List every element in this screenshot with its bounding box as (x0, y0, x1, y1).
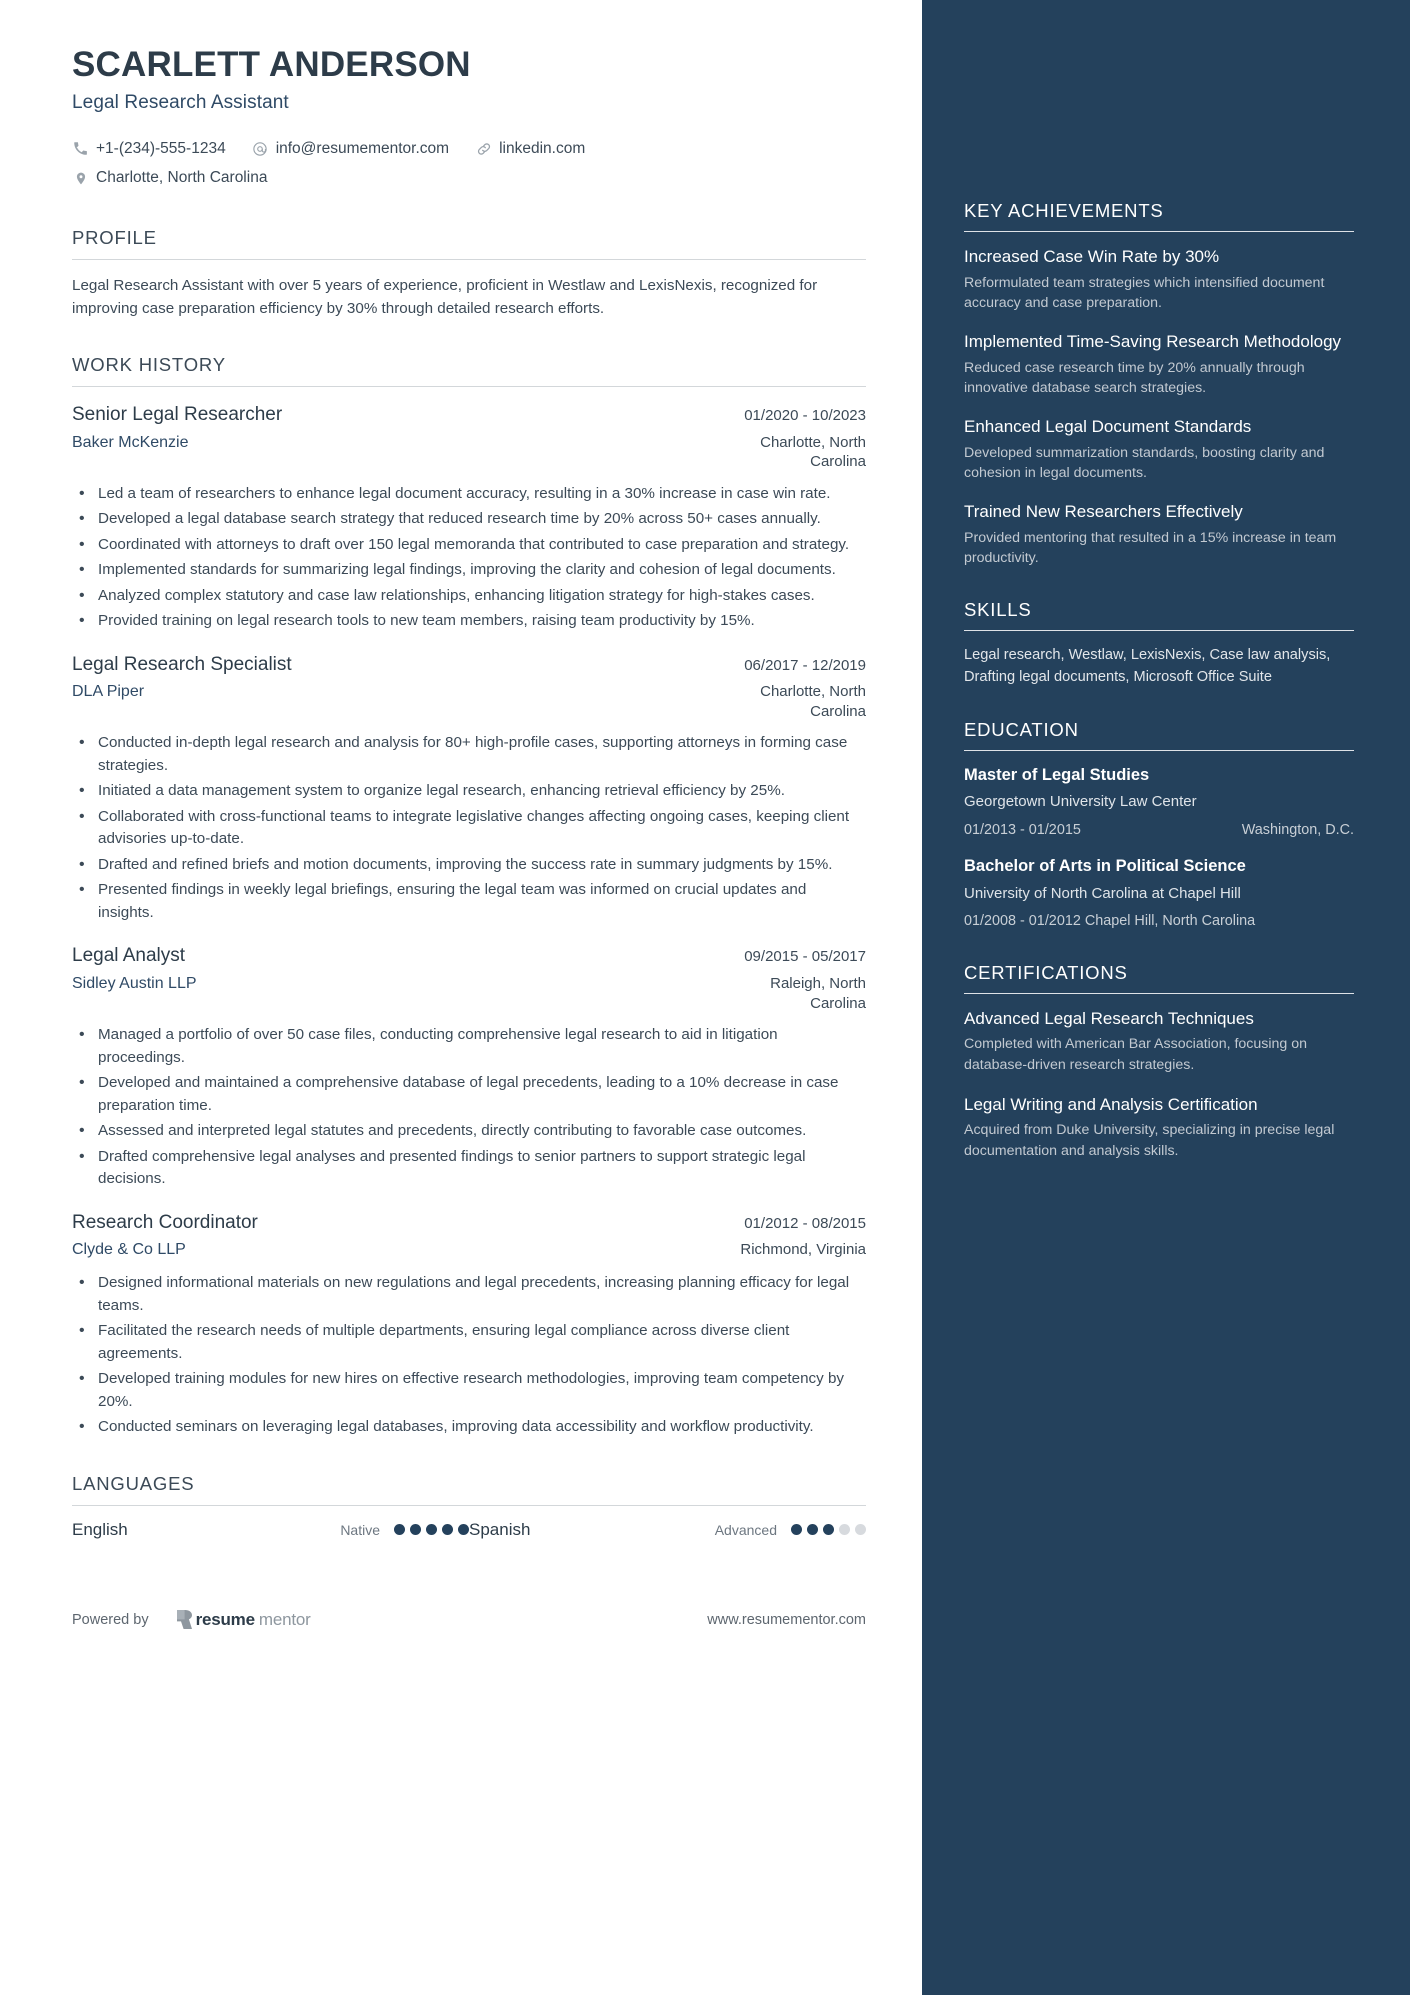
job-entry (72, 928, 866, 1190)
job-role: Legal Research Specialist (72, 653, 292, 675)
language-item (72, 1520, 469, 1540)
job-headline: Legal Research Assistant (72, 92, 289, 113)
rating-dot (426, 1524, 437, 1535)
job-bullet: • Managed a portfolio of over 50 case files, conducting comprehensive legal research to aid in litigation proceedings. (72, 1024, 866, 1069)
divider (964, 993, 1354, 994)
job-bullet: • Designed informational materials on new regulations and legal precedents, increasing planning efficacy for legal teams. (72, 1272, 866, 1317)
divider (964, 231, 1354, 232)
job-subheader (72, 974, 866, 1013)
education-title: EDUCATION (964, 718, 1079, 740)
education-item (964, 765, 1354, 841)
divider (72, 1505, 866, 1506)
email-icon (252, 140, 269, 157)
education-school: University of North Carolina at Chapel Hill (964, 884, 1241, 902)
certification-title: Legal Writing and Analysis Certification (964, 1094, 1258, 1114)
achievement-description: Reduced case research time by 20% annually through innovative database search strategies. (964, 359, 1305, 397)
job-subheader (72, 433, 866, 472)
languages-section-title: LANGUAGES (72, 1472, 195, 1494)
achievement-item (964, 501, 1354, 569)
job-dates: 01/2012 - 08/2015 (744, 1214, 866, 1232)
contact-linkedin[interactable] (475, 134, 585, 163)
achievement-description: Reformulated team strategies which intensified document accuracy and case preparation. (964, 274, 1325, 312)
rating-dot (839, 1524, 850, 1535)
job-bullet: • Developed training modules for new hires on effective research methodologies, improving team competency by 20%. (72, 1368, 866, 1413)
link-icon (475, 140, 492, 157)
job-bullet: • Conducted in-depth legal research and analysis for 80+ high-profile cases, supporting attorneys in forming case strategies. (72, 732, 866, 777)
achievement-title: Enhanced Legal Document Standards (964, 416, 1252, 436)
contact-phone[interactable] (72, 134, 226, 163)
job-location: Charlotte, North Carolina (760, 683, 866, 720)
phone-icon (72, 140, 89, 157)
logo-text-strong: resume (195, 1609, 255, 1629)
language-rating-dots (394, 1524, 469, 1535)
profile-section (72, 227, 866, 320)
resumementor-logo-icon (177, 1610, 192, 1629)
job-bullet: • Facilitated the research needs of multiple departments, ensuring legal compliance across diverse client agreements. (72, 1320, 866, 1365)
language-rating-dots (791, 1524, 866, 1535)
job-bullet-list (72, 1272, 866, 1439)
job-location: Richmond, Virginia (740, 1241, 866, 1259)
achievement-list (964, 246, 1354, 569)
job-subheader (72, 1240, 866, 1261)
certification-item (964, 1008, 1354, 1076)
skills-section (964, 599, 1354, 689)
job-dates: 09/2015 - 05/2017 (744, 948, 866, 966)
resumementor-logo[interactable] (177, 1610, 311, 1630)
contact-row (72, 134, 866, 193)
education-dates: 01/2008 - 01/2012 (964, 913, 1081, 930)
job-entry (72, 1195, 866, 1439)
job-bullet: • Collaborated with cross-functional teams to integrate legislative changes affecting ongoing cases, keeping client advisories up-to-date. (72, 806, 866, 851)
education-dates: 01/2013 - 01/2015 (964, 821, 1081, 838)
certification-list (964, 1008, 1354, 1162)
powered-by-block (72, 1610, 311, 1630)
work-history-section (72, 354, 866, 1439)
job-role: Legal Analyst (72, 945, 186, 967)
job-bullet: • Drafted comprehensive legal analyses and presented findings to senior partners to support strategic legal decisions. (72, 1146, 866, 1191)
education-item (964, 856, 1354, 932)
job-header (72, 1211, 866, 1236)
job-subheader (72, 682, 866, 721)
job-role: Senior Legal Researcher (72, 404, 283, 426)
job-bullet: • Drafted and refined briefs and motion documents, improving the success rate in summary judgments by 15%. (72, 854, 866, 877)
location-pin-icon (72, 170, 89, 187)
certification-description: Acquired from Duke University, specializing in precise legal documentation and analysis skills. (964, 1122, 1335, 1159)
job-bullet-list (72, 732, 866, 924)
job-company: Sidley Austin LLP (72, 975, 197, 993)
divider (72, 386, 866, 387)
key-achievements-section (964, 200, 1354, 569)
divider (964, 750, 1354, 751)
job-dates: 06/2017 - 12/2019 (744, 656, 866, 674)
job-bullet: • Developed a legal database search strategy that reduced research time by 20% across 50+ cases annually. (72, 508, 866, 531)
job-header (72, 403, 866, 428)
achievement-description: Provided mentoring that resulted in a 15% increase in team productivity. (964, 529, 1337, 567)
skills-title: SKILLS (964, 598, 1032, 620)
footer-website[interactable]: www.resumementor.com (707, 1611, 866, 1628)
language-level: Advanced (714, 1521, 777, 1538)
education-section (964, 719, 1354, 932)
rating-dot (458, 1524, 469, 1535)
rating-dot (394, 1524, 405, 1535)
education-location: Chapel Hill, North Carolina (1084, 913, 1256, 930)
education-meta (964, 911, 1354, 931)
job-list (72, 401, 866, 1439)
job-bullet: • Implemented standards for summarizing legal findings, improving the clarity and cohesion of legal documents. (72, 559, 866, 582)
rating-dot (442, 1524, 453, 1535)
job-bullet: • Assessed and interpreted legal statutes and precedents, directly contributing to favorable case outcomes. (72, 1120, 866, 1143)
education-degree: Master of Legal Studies (964, 765, 1150, 784)
contact-email[interactable] (252, 134, 449, 163)
page-title: SCARLETT ANDERSON (72, 45, 471, 84)
job-company: Clyde & Co LLP (72, 1241, 186, 1259)
job-bullet: • Led a team of researchers to enhance legal document accuracy, resulting in a 30% increase in case win rate. (72, 483, 866, 506)
work-history-section-title: WORK HISTORY (72, 354, 226, 376)
language-item (469, 1520, 866, 1540)
language-name: Spanish (469, 1519, 531, 1539)
achievement-item (964, 246, 1354, 314)
powered-by-label: Powered by (72, 1611, 149, 1628)
rating-dot (807, 1524, 818, 1535)
achievement-title: Increased Case Win Rate by 30% (964, 247, 1220, 266)
divider (72, 259, 866, 260)
job-entry (72, 401, 866, 633)
education-list (964, 765, 1354, 932)
rating-dot (791, 1524, 802, 1535)
job-bullet: • Analyzed complex statutory and case law relationships, enhancing litigation strategy for high-stakes cases. (72, 585, 866, 608)
job-entry (72, 637, 866, 925)
certifications-section (964, 962, 1354, 1162)
contact-location-text: Charlotte, North Carolina (96, 169, 268, 187)
rating-dot (410, 1524, 421, 1535)
skills-text: Legal research, Westlaw, LexisNexis, Case law analysis, Drafting legal documents, Microsoft Office Suite (964, 646, 1331, 685)
job-bullet: • Conducted seminars on leveraging legal databases, improving data accessibility and workflow productivity. (72, 1416, 866, 1439)
job-bullet: • Presented findings in weekly legal briefings, ensuring the legal team was informed on crucial updates and insights. (72, 879, 866, 924)
language-level: Native (340, 1521, 380, 1538)
achievement-title: Implemented Time-Saving Research Methodology (964, 331, 1342, 351)
footer (72, 1610, 866, 1670)
rating-dot (855, 1524, 866, 1535)
job-company: Baker McKenzie (72, 433, 189, 451)
job-bullet: • Coordinated with attorneys to draft over 150 legal memoranda that contributed to case preparation and strategy. (72, 534, 866, 557)
languages-section (72, 1473, 866, 1540)
education-meta (964, 820, 1354, 840)
job-role: Research Coordinator (72, 1211, 258, 1233)
certification-item (964, 1094, 1354, 1162)
job-header (72, 944, 866, 969)
job-location: Raleigh, North Carolina (770, 975, 866, 1012)
education-school: Georgetown University Law Center (964, 792, 1197, 810)
contact-phone-text: +1-(234)-555-1234 (96, 140, 226, 157)
achievement-title: Trained New Researchers Effectively (964, 501, 1243, 521)
job-bullet: • Developed and maintained a comprehensive database of legal precedents, leading to a 10% decrease in case preparation time. (72, 1072, 866, 1117)
job-bullet-list (72, 483, 866, 633)
job-dates: 01/2020 - 10/2023 (744, 407, 866, 425)
language-name: English (72, 1519, 128, 1539)
contact-linkedin-text: linkedin.com (499, 140, 586, 157)
language-list (72, 1520, 866, 1540)
divider (964, 630, 1354, 631)
contact-location (72, 163, 840, 192)
job-bullet: • Initiated a data management system to organize legal research, enhancing retrieval efficiency by 25%. (72, 780, 866, 803)
job-header (72, 653, 866, 678)
profile-text: Legal Research Assistant with over 5 years of experience, proficient in Westlaw and LexisNexis, recognized for improving case preparation efficiency by 30% through detailed research efforts. (72, 276, 818, 317)
achievement-item (964, 331, 1354, 399)
achievement-item (964, 416, 1354, 484)
job-bullet: • Provided training on legal research tools to new team members, raising team productivity by 15%. (72, 610, 866, 633)
logo-text-light: mentor (258, 1609, 311, 1629)
education-degree: Bachelor of Arts in Political Science (964, 857, 1246, 876)
job-bullet-list (72, 1024, 866, 1191)
job-company: DLA Piper (72, 683, 145, 701)
certification-title: Advanced Legal Research Techniques (964, 1008, 1254, 1028)
education-location: Washington, D.C. (1241, 821, 1354, 838)
achievement-description: Developed summarization standards, boosting clarity and cohesion in legal documents. (964, 444, 1325, 482)
profile-section-title: PROFILE (72, 226, 157, 248)
contact-email-text: info@resumementor.com (275, 140, 450, 157)
job-location: Charlotte, North Carolina (760, 433, 866, 471)
rating-dot (823, 1524, 834, 1535)
sidebar (922, 0, 1410, 1995)
certifications-title: CERTIFICATIONS (964, 961, 1128, 983)
certification-description: Completed with American Bar Association, focusing on database-driven research strategies. (964, 1036, 1308, 1073)
key-achievements-title: KEY ACHIEVEMENTS (964, 200, 1164, 221)
